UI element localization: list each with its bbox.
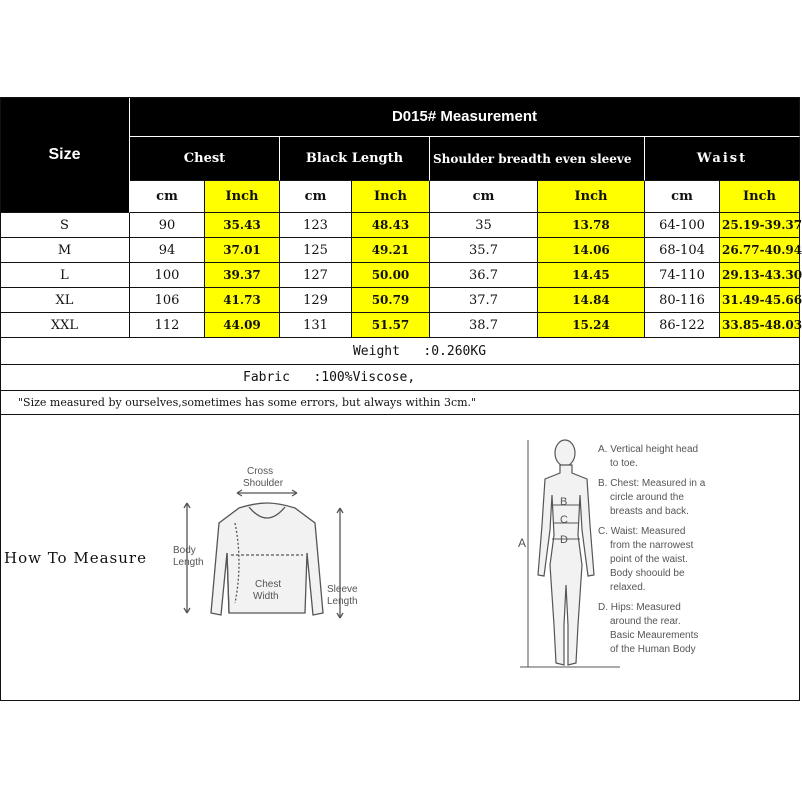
unit-waist-inch: Inch [720, 181, 800, 213]
how-to-measure-label: How To Measure [4, 549, 147, 567]
chart-title: D015# Measurement [130, 97, 800, 137]
row-length-inch-cell: 51.57 [352, 313, 430, 338]
body-note-line: Basic Meaurements [610, 630, 699, 641]
marker-c: C [560, 514, 568, 526]
row-length-cm-cell: 129 [280, 288, 352, 313]
row-waist-cm-cell: 86-122 [645, 313, 720, 338]
body-note-line: relaxed. [610, 582, 646, 593]
body-note-line: Body shoould be [610, 568, 685, 579]
row-shoulder-cm-cell: 35 [430, 213, 538, 238]
row-waist-inch-cell: 26.77-40.94 [720, 238, 800, 263]
weight-line: Weight :0.260KG [0, 338, 800, 365]
marker-b: B [560, 496, 568, 508]
group-chest: Chest [130, 137, 280, 181]
body-note-line: from the narrowest [610, 540, 694, 551]
group-length: Black Length [280, 137, 430, 181]
row-chest-inch-cell: 39.37 [205, 263, 280, 288]
row-shoulder-inch-cell: 13.78 [538, 213, 645, 238]
row-chest-cm-cell: 90 [130, 213, 205, 238]
row-length-cm-cell: 131 [280, 313, 352, 338]
body-note-line: circle around the [610, 492, 684, 503]
cross-shoulder-label-1: Cross [247, 466, 274, 477]
row-shoulder-inch-cell: 14.45 [538, 263, 645, 288]
marker-d: D [560, 534, 568, 546]
row-size-cell: S [0, 213, 130, 238]
chest-width-label-2: Width [253, 591, 279, 602]
body-notes [598, 443, 798, 657]
row-shoulder-inch-cell: 14.06 [538, 238, 645, 263]
unit-shoulder-cm: cm [430, 181, 538, 213]
measurement-note: "Size measured by ourselves,sometimes has some errors, but always within 3cm." [0, 391, 800, 415]
row-waist-cm-cell: 68-104 [645, 238, 720, 263]
chest-width-label-1: Chest [255, 579, 282, 590]
row-chest-cm-cell: 112 [130, 313, 205, 338]
body-note-line: B. Chest: Measured in a [598, 478, 706, 489]
unit-length-inch: Inch [352, 181, 430, 213]
row-waist-inch-cell: 29.13-43.30 [720, 263, 800, 288]
sleeve-length-label-2: Length [327, 596, 358, 607]
body-note-line: to toe. [610, 458, 638, 469]
row-shoulder-inch-cell: 14.84 [538, 288, 645, 313]
fabric-line: Fabric :100%Viscose, [0, 365, 800, 391]
row-waist-cm-cell: 80-116 [645, 288, 720, 313]
row-length-inch-cell: 49.21 [352, 238, 430, 263]
body-note-line: D. Hips: Measured [598, 602, 681, 613]
row-waist-inch-cell: 31.49-45.66 [720, 288, 800, 313]
unit-length-cm: cm [280, 181, 352, 213]
unit-shoulder-inch: Inch [538, 181, 645, 213]
row-shoulder-cm-cell: 36.7 [430, 263, 538, 288]
row-length-inch-cell: 48.43 [352, 213, 430, 238]
row-shoulder-inch-cell: 15.24 [538, 313, 645, 338]
row-size-cell: XL [0, 288, 130, 313]
row-waist-inch-cell: 25.19-39.37 [720, 213, 800, 238]
row-shoulder-cm-cell: 35.7 [430, 238, 538, 263]
size-chart [0, 97, 800, 701]
row-size-cell: XXL [0, 313, 130, 338]
row-chest-inch-cell: 41.73 [205, 288, 280, 313]
row-chest-cm-cell: 106 [130, 288, 205, 313]
body-note-line: around the rear. [610, 616, 681, 627]
cross-shoulder-label-2: Shoulder [243, 478, 284, 489]
unit-waist-cm: cm [645, 181, 720, 213]
unit-chest-inch: Inch [205, 181, 280, 213]
row-length-cm-cell: 123 [280, 213, 352, 238]
marker-a: A [518, 536, 527, 550]
row-waist-inch-cell: 33.85-48.03 [720, 313, 800, 338]
row-waist-cm-cell: 74-110 [645, 263, 720, 288]
row-chest-inch-cell: 44.09 [205, 313, 280, 338]
row-length-cm-cell: 125 [280, 238, 352, 263]
sleeve-length-label-1: Sleeve [327, 584, 358, 595]
body-length-label-1: Body [173, 545, 196, 556]
row-length-cm-cell: 127 [280, 263, 352, 288]
body-note-line: A. Vertical height head [598, 444, 699, 455]
row-chest-inch-cell: 37.01 [205, 238, 280, 263]
group-shoulder: Shoulder breadth even sleeve [430, 137, 645, 181]
row-chest-cm-cell: 94 [130, 238, 205, 263]
unit-chest-cm: cm [130, 181, 205, 213]
row-waist-cm-cell: 64-100 [645, 213, 720, 238]
size-header: Size [0, 97, 130, 213]
body-length-label-2: Length [173, 557, 204, 568]
row-shoulder-cm-cell: 38.7 [430, 313, 538, 338]
row-size-cell: M [0, 238, 130, 263]
garment-diagram [165, 463, 375, 663]
body-note-line: of the Human Body [610, 644, 696, 655]
row-length-inch-cell: 50.79 [352, 288, 430, 313]
group-waist: Waist [645, 137, 800, 181]
body-note-line: point of the waist. [610, 554, 688, 565]
row-chest-cm-cell: 100 [130, 263, 205, 288]
how-to-measure-section [0, 415, 800, 701]
body-note-line: C. Waist: Measured [598, 526, 686, 537]
row-chest-inch-cell: 35.43 [205, 213, 280, 238]
row-shoulder-cm-cell: 37.7 [430, 288, 538, 313]
row-length-inch-cell: 50.00 [352, 263, 430, 288]
row-size-cell: L [0, 263, 130, 288]
body-note-line: breasts and back. [610, 506, 689, 517]
